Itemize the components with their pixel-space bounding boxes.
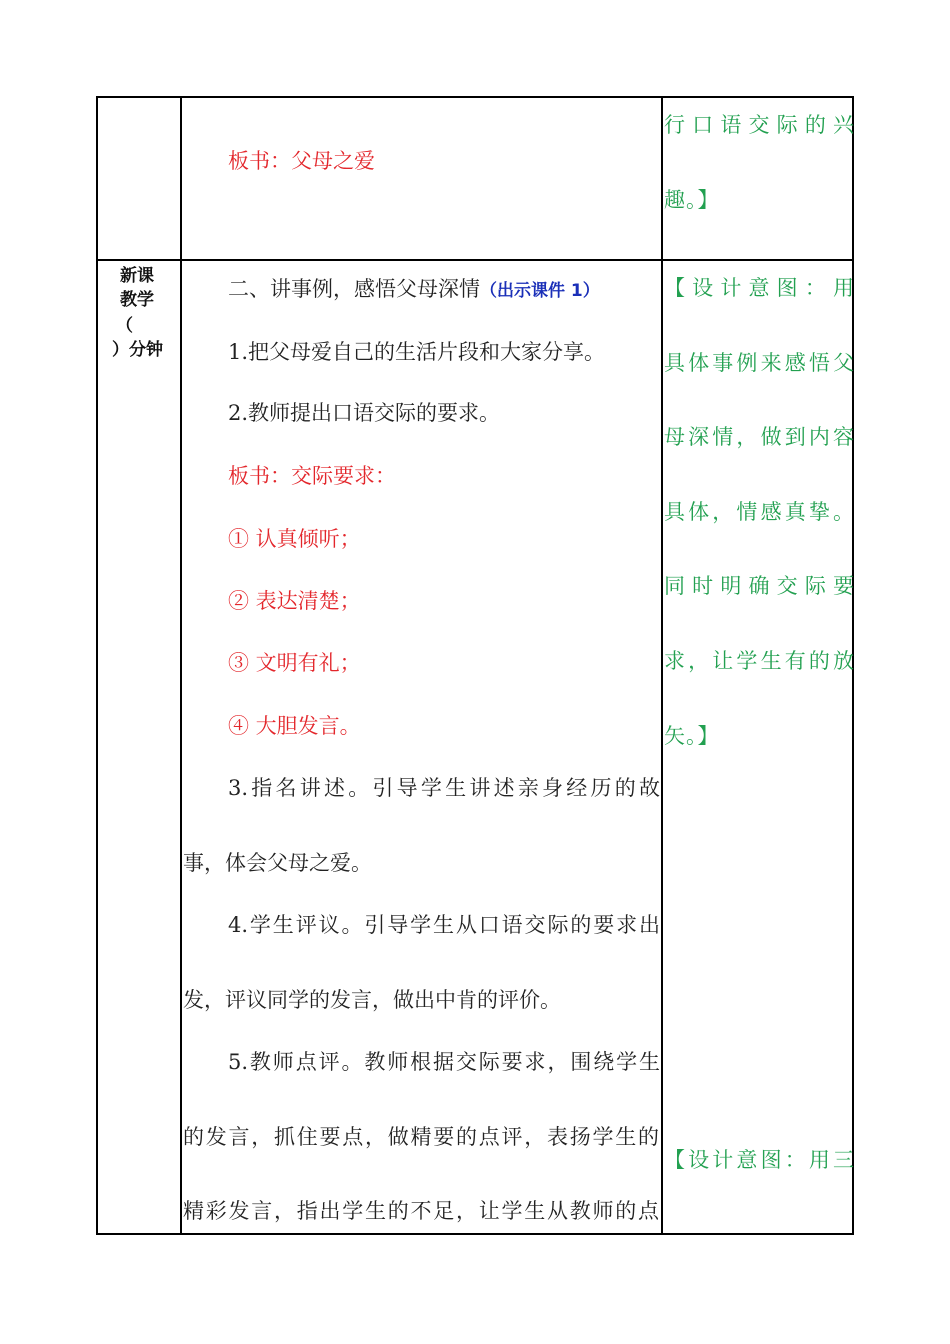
design-note-line: 求，让学生有的放 <box>664 649 854 673</box>
step-5-line: 5.教师点评。教师根据交际要求，围绕学生 <box>228 1050 660 1074</box>
step-5-line: 精彩发言，指出学生的不足，让学生从教师的点 <box>183 1199 659 1223</box>
step-4-line: 发，评议同学的发言，做出中肯的评价。 <box>183 988 561 1012</box>
step-4-line: 4.学生评议。引导学生从口语交际的要求出 <box>228 913 660 937</box>
requirement-item: ① 认真倾听； <box>228 527 361 551</box>
design-note-line: 趣。】 <box>664 188 720 212</box>
board-writing-title: 板书：父母之爱 <box>228 149 375 173</box>
requirement-item: ③ 文明有礼； <box>228 651 361 675</box>
section-heading <box>228 276 600 304</box>
column-divider-1 <box>180 96 182 1235</box>
section-heading-text: 二、讲事例，感悟父母深情 <box>228 277 480 301</box>
design-note-line: 母深情，做到内容 <box>664 425 854 449</box>
design-note-line: 【设计意图：用 <box>664 276 854 300</box>
design-note-2: 【设计意图：用三 <box>664 1148 854 1172</box>
stage-label: 教学 <box>120 290 154 310</box>
stage-label: （ <box>116 316 133 336</box>
design-note-line: 行口语交际的兴 <box>664 113 854 137</box>
step-1: 1.把父母爱自己的生活片段和大家分享。 <box>228 340 606 364</box>
requirement-item: ② 表达清楚； <box>228 589 361 613</box>
step-3-line: 3.指名讲述。引导学生讲述亲身经历的故 <box>228 776 660 800</box>
column-divider-2 <box>661 96 663 1235</box>
table-bottom-border <box>96 1233 854 1235</box>
table-left-border <box>96 96 98 1235</box>
design-note-line: 同时明确交际要 <box>664 574 854 598</box>
requirement-item: ④ 大胆发言。 <box>228 714 361 738</box>
table-top-border <box>96 96 854 98</box>
stage-label: 新课 <box>120 266 154 286</box>
stage-duration: ）分钟 <box>112 340 163 360</box>
step-2: 2.教师提出口语交际的要求。 <box>228 401 501 425</box>
courseware-note: （出示课件 1） <box>480 281 600 301</box>
row-divider <box>96 259 854 261</box>
design-note-line: 矢。】 <box>664 724 720 748</box>
step-5-line: 的发言，抓住要点，做精要的点评，表扬学生的 <box>183 1125 659 1149</box>
step-3-line: 事，体会父母之爱。 <box>183 851 372 875</box>
design-note-line: 具体事例来感悟父 <box>664 351 854 375</box>
board-writing-requirements: 板书：交际要求： <box>228 464 396 488</box>
design-note-line: 具体，情感真挚。 <box>664 500 854 524</box>
